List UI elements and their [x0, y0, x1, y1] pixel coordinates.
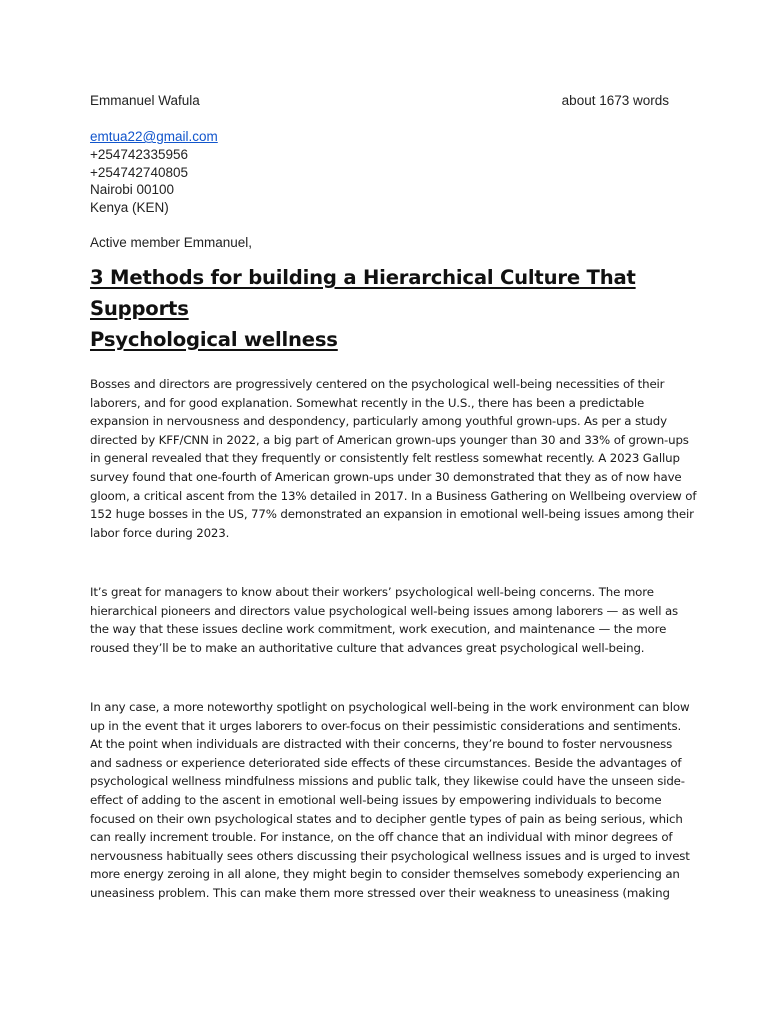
article-title [90, 262, 690, 355]
paragraph-line: focused on their own psychological states and to decipher gentle types of pain as being serious, which [90, 811, 683, 826]
paragraph-line: effect of adding to the ascent in emotional well-being issues by empowering individuals to become [90, 792, 662, 807]
email-link[interactable]: emtua22@gmail.com [90, 129, 218, 144]
paragraph-line: and sadness or experience deteriorated side effects of these circumstances. Beside the advantages of [90, 755, 682, 770]
phone-number-1: +254742335956 [90, 146, 188, 162]
paragraph-line: can really increment trouble. For instance, on the off chance that an individual with minor degrees of [90, 830, 673, 845]
author-name: Emmanuel Wafula [90, 93, 200, 108]
paragraph-line: labor force during 2023. [90, 525, 230, 540]
paragraph-line: up in the event that it urges laborers to over-focus on their pessimistic considerations and sentiments. [90, 718, 682, 733]
paragraph-line: in general revealed that they frequently or consistently felt restless somewhat recently. A 2023 Gallup [90, 451, 680, 466]
country: Kenya (KEN) [90, 200, 169, 216]
phone-number-2: +254742740805 [90, 164, 188, 180]
paragraph-2 [90, 583, 680, 657]
paragraph-line: laborers, and for good explanation. Somewhat recently in the U.S., there has been a predictable [90, 395, 645, 410]
city-postal: Nairobi 00100 [90, 182, 175, 198]
document-header [90, 92, 669, 109]
paragraph-line: Bosses and directors are progressively centered on the psychological well-being necessities of their [90, 377, 665, 391]
paragraph-line: nervousness habitually sees others discussing their psychological wellness issues and is urged to invest [90, 848, 690, 863]
salutation: Active member Emmanuel, [90, 235, 253, 250]
paragraph-line: the way that these issues decline work commitment, work execution, and maintenance — the more [90, 622, 667, 637]
paragraph-line: hierarchical pioneers and directors value psychological well-being issues among laborers — as well as [90, 603, 679, 618]
paragraph-line: more energy zeroing in all alone, they might begin to consider themselves somebody experiencing an [90, 867, 680, 882]
paragraph-3 [90, 698, 690, 903]
paragraph-line: survey found that one-fourth of American grown-ups under 30 demonstrated that they as of now have [90, 469, 682, 484]
paragraph-line: At the point when individuals are distracted with their concerns, they’re bound to foster nervousness [90, 737, 673, 752]
paragraph-line: roused they’ll be to make an authoritative culture that advances great psychological well-being. [90, 640, 645, 655]
word-count: about 1673 words [561, 93, 669, 108]
paragraph-line: expansion in nervousness and despondency, particularly among youthful grown-ups. As per a study [90, 414, 667, 429]
title-line-2: Psychological wellness [90, 328, 338, 351]
paragraph-line: uneasiness problem. This can make them more stressed over their weakness to uneasiness (making [90, 885, 670, 900]
title-line-1: 3 Methods for building a Hierarchical Culture That Supports [90, 266, 636, 320]
paragraph-line: 152 huge bosses in the US, 77% demonstrated an expansion in emotional well-being issues among their [90, 507, 694, 522]
paragraph-line: gloom, a critical ascent from the 13% detailed in 2017. In a Business Gathering on Wellbeing overview of [90, 488, 697, 503]
paragraph-line: In any case, a more noteworthy spotlight on psychological well-being in the work environment can blow [90, 700, 690, 714]
paragraph-line: psychological wellness mindfulness missions and public talk, they likewise could have the unseen side- [90, 774, 685, 789]
paragraph-1 [90, 375, 697, 542]
paragraph-line: directed by KFF/CNN in 2022, a big part of American grown-ups younger than 30 and 33% of grown-ups [90, 432, 689, 447]
paragraph-line: It’s great for managers to know about their workers’ psychological well-being concerns. The more [90, 585, 654, 599]
contact-block [90, 128, 218, 217]
